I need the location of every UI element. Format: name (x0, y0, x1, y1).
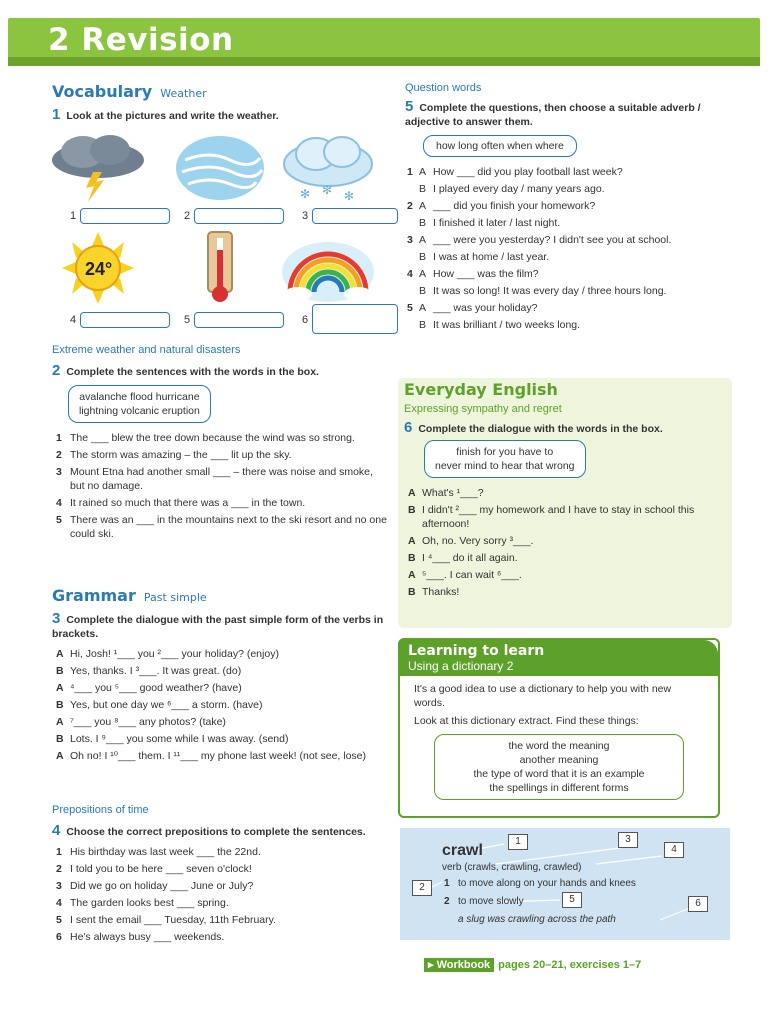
weather-pictures (48, 132, 388, 342)
list-item: 5 I sent the email ___ Tuesday, 11th February. (56, 914, 277, 926)
answer-field-2[interactable] (194, 208, 284, 224)
exercise-5-word-box: how long often when where (423, 135, 577, 157)
instruction-text: Choose the correct prepositions to complete the sentences. (66, 826, 366, 838)
marker-box-3: 3 (618, 832, 638, 848)
svg-text:✻: ✻ (344, 189, 355, 203)
picture-label-3: 3 (302, 210, 309, 222)
instruction-text: Complete the dialogue with the past simple form of the verbs in brackets. (52, 614, 384, 640)
exercise-4-instruction (52, 824, 387, 839)
workbook-tag: ▸ Workbook (424, 958, 494, 972)
qa-line: 4 A How ___ was the film? (407, 268, 539, 280)
list-item: 2 I told you to be here ___ seven o'clock! (56, 863, 252, 875)
svg-text:✻: ✻ (322, 183, 333, 197)
marker-box-6: 6 (688, 896, 708, 912)
exercise-6-instruction (404, 421, 726, 436)
word-box-line: never mind to hear that wrong (435, 460, 575, 472)
word-box-line: another meaning (519, 754, 599, 766)
picture-label-6: 6 (302, 314, 309, 326)
paragraph: Look at this dictionary extract. Find these things: (414, 715, 639, 727)
dialogue-line: A ⁷___ you ⁸___ any photos? (take) (56, 716, 226, 728)
word-box-line: the spellings in different forms (489, 782, 629, 794)
everyday-english-panel (398, 378, 732, 628)
word-box-line: lightning volcanic eruption (79, 405, 200, 417)
list-item: 2 The storm was amazing – the ___ lit up the sky. (56, 449, 292, 461)
everyday-english-title: Everyday English (404, 380, 558, 399)
extreme-weather-section (52, 344, 387, 544)
dialogue-line: B Lots. I ⁹___ you some while I was away. (send) (56, 733, 289, 745)
qa-line: 3 A ___ were you yesterday? I didn't see you at school. (407, 234, 672, 246)
qa-line: 2 A ___ did you finish your homework? (407, 200, 596, 212)
picture-label-4: 4 (70, 314, 77, 326)
exercise-number: 4 (52, 822, 61, 839)
word-box-line: avalanche flood hurricane (79, 391, 200, 403)
list-item: 3 Mount Etna had another small ___ – there was noise and smoke, but no damage. (56, 466, 373, 492)
learning-to-learn-header (400, 640, 718, 676)
exercise-5-instruction (405, 100, 735, 129)
marker-box-4: 4 (664, 842, 684, 858)
instruction-text: Complete the sentences with the words in the box. (66, 366, 319, 378)
thermometer-picture (170, 230, 270, 302)
word-box-line: finish for you have to (456, 446, 554, 458)
definition-number: 2 (444, 896, 450, 907)
exercise-2-word-box (68, 385, 211, 423)
instruction-text: Complete the questions, then choose a suitable adverb / adjective to answer them. (405, 102, 701, 128)
definition-2: to move slowly (458, 896, 524, 907)
example-sentence: a slug was crawling across the path (458, 914, 616, 925)
things-to-find-box (434, 734, 684, 800)
exercise-2-instruction (52, 364, 387, 379)
definition-number: 1 (444, 878, 450, 889)
list-item: 3 Did we go on holiday ___ June or July? (56, 880, 254, 892)
paragraph: It's a good idea to use a dictionary to help you with new words. (414, 683, 672, 709)
picture-label-1: 1 (70, 210, 77, 222)
dialogue-line: A Oh, no. Very sorry ³___. (408, 535, 534, 547)
learning-to-learn-body (400, 676, 718, 806)
grammar-heading (52, 586, 387, 608)
dialogue-line: B I didn't ²___ my homework and I have to stay in school this afternoon! (408, 504, 695, 530)
exercise-6-dialogue (404, 486, 726, 599)
svg-text:✻: ✻ (300, 187, 311, 201)
exercise-3-instruction (52, 612, 387, 641)
exercise-5-items (405, 165, 735, 332)
workbook-pages: pages 20–21, exercises 1–7 (498, 959, 642, 971)
grammar-title: Grammar (52, 586, 136, 605)
qa-line: B It was so long! It was every day / three hours long. (419, 285, 667, 297)
answer-field-3[interactable] (312, 208, 398, 224)
snow-cloud-picture (278, 132, 378, 204)
qa-line: B I was at home / last year. (419, 251, 550, 263)
qa-line: 1 A How ___ did you play football last week? (407, 166, 623, 178)
dialogue-line: B Yes, but one day we ⁶___ a storm. (have) (56, 699, 263, 711)
list-item: 1 The ___ blew the tree down because the wind was so strong. (56, 432, 355, 444)
prepositions-section (52, 804, 387, 947)
left-column (52, 82, 387, 123)
wind-picture (170, 132, 270, 204)
grammar-section (52, 586, 387, 766)
marker-box-5: 5 (562, 892, 582, 908)
vocabulary-title: Vocabulary (52, 82, 153, 101)
instruction-text: Look at the pictures and write the weather. (66, 110, 279, 122)
dialogue-line: A Hi, Josh! ¹___ you ²___ your holiday? (enjoy) (56, 648, 279, 660)
word-box-line: the type of word that it is an example (473, 768, 645, 780)
workbook-reference (424, 958, 641, 971)
dialogue-line: B I ⁴___ do it all again. (408, 552, 518, 564)
exercise-1-instruction (52, 108, 387, 123)
exercise-number: 2 (52, 362, 61, 379)
dialogue-line: A ⁵___. I can wait ⁶___. (408, 569, 522, 581)
word-box-line: the word the meaning (508, 740, 610, 752)
exercise-2-items (52, 431, 387, 541)
temperature-value: 24° (85, 259, 113, 279)
picture-label-5: 5 (184, 314, 191, 326)
dialogue-line: A ⁴___ you ⁵___ good weather? (have) (56, 682, 242, 694)
exercise-number: 3 (52, 610, 61, 627)
dictionary-headword: crawl (442, 842, 483, 859)
marker-box-2: 2 (412, 880, 432, 896)
exercise-number: 5 (405, 98, 414, 115)
qa-line: B I played every day / many years ago. (419, 183, 605, 195)
vocabulary-heading (52, 82, 387, 104)
marker-box-1: 1 (508, 834, 528, 850)
dialogue-line: A Oh no! I ¹⁰___ them. I ¹¹___ my phone last week! (not see, lose) (56, 750, 367, 762)
qa-line: B I finished it later / last night. (419, 217, 561, 229)
dictionary-forms: verb (crawls, crawling, crawled) (442, 862, 582, 873)
qa-line: 5 A ___ was your holiday? (407, 302, 538, 314)
list-item: 5 There was an ___ in the mountains next to the ski resort and no one could ski. (56, 514, 387, 540)
storm-cloud-picture (48, 132, 148, 204)
dialogue-line: B Thanks! (408, 586, 460, 598)
qa-line: B It was brilliant / two weeks long. (419, 319, 581, 331)
everyday-english-subtitle: Expressing sympathy and regret (404, 403, 562, 415)
sun-picture (48, 232, 148, 304)
exercise-number: 6 (404, 419, 413, 436)
answer-field-1[interactable] (80, 208, 170, 224)
vocabulary-subtitle: Weather (160, 87, 207, 100)
grammar-subtitle: Past simple (143, 591, 207, 604)
header-stripe (8, 57, 760, 66)
exercise-3-dialogue (52, 647, 387, 763)
dictionary-extract (400, 828, 730, 940)
exercise-4-items (52, 845, 387, 944)
instruction-text: Complete the dialogue with the words in the box. (418, 423, 663, 435)
answer-field-5[interactable] (194, 312, 284, 328)
exercise-number: 1 (52, 106, 61, 123)
exercise-6-word-box (424, 440, 586, 478)
prepositions-heading: Prepositions of time (52, 804, 149, 816)
answer-field-4[interactable] (80, 312, 170, 328)
learning-to-learn-title: Learning to learn (408, 643, 545, 659)
question-words-section (405, 82, 735, 335)
workbook-tag-label: Workbook (436, 959, 491, 971)
page-title: 2 Revision (48, 22, 234, 58)
question-words-heading: Question words (405, 82, 482, 94)
dialogue-line: B Yes, thanks. I ³___. It was great. (do) (56, 665, 242, 677)
list-item: 6 He's always busy ___ weekends. (56, 931, 225, 943)
list-item: 1 His birthday was last week ___ the 22nd. (56, 846, 261, 858)
extreme-weather-heading: Extreme weather and natural disasters (52, 344, 241, 356)
learning-to-learn-panel (398, 638, 720, 818)
dialogue-line: A What's ¹___? (408, 487, 484, 499)
unit-header (8, 18, 760, 66)
definition-1: to move along on your hands and knees (458, 878, 636, 889)
learning-to-learn-subtitle: Using a dictionary 2 (408, 659, 514, 673)
rainbow-picture (278, 232, 378, 304)
list-item: 4 It rained so much that there was a ___ in the town. (56, 497, 306, 509)
list-item: 4 The garden looks best ___ spring. (56, 897, 229, 909)
picture-label-2: 2 (184, 210, 191, 222)
answer-field-6[interactable] (312, 304, 398, 334)
